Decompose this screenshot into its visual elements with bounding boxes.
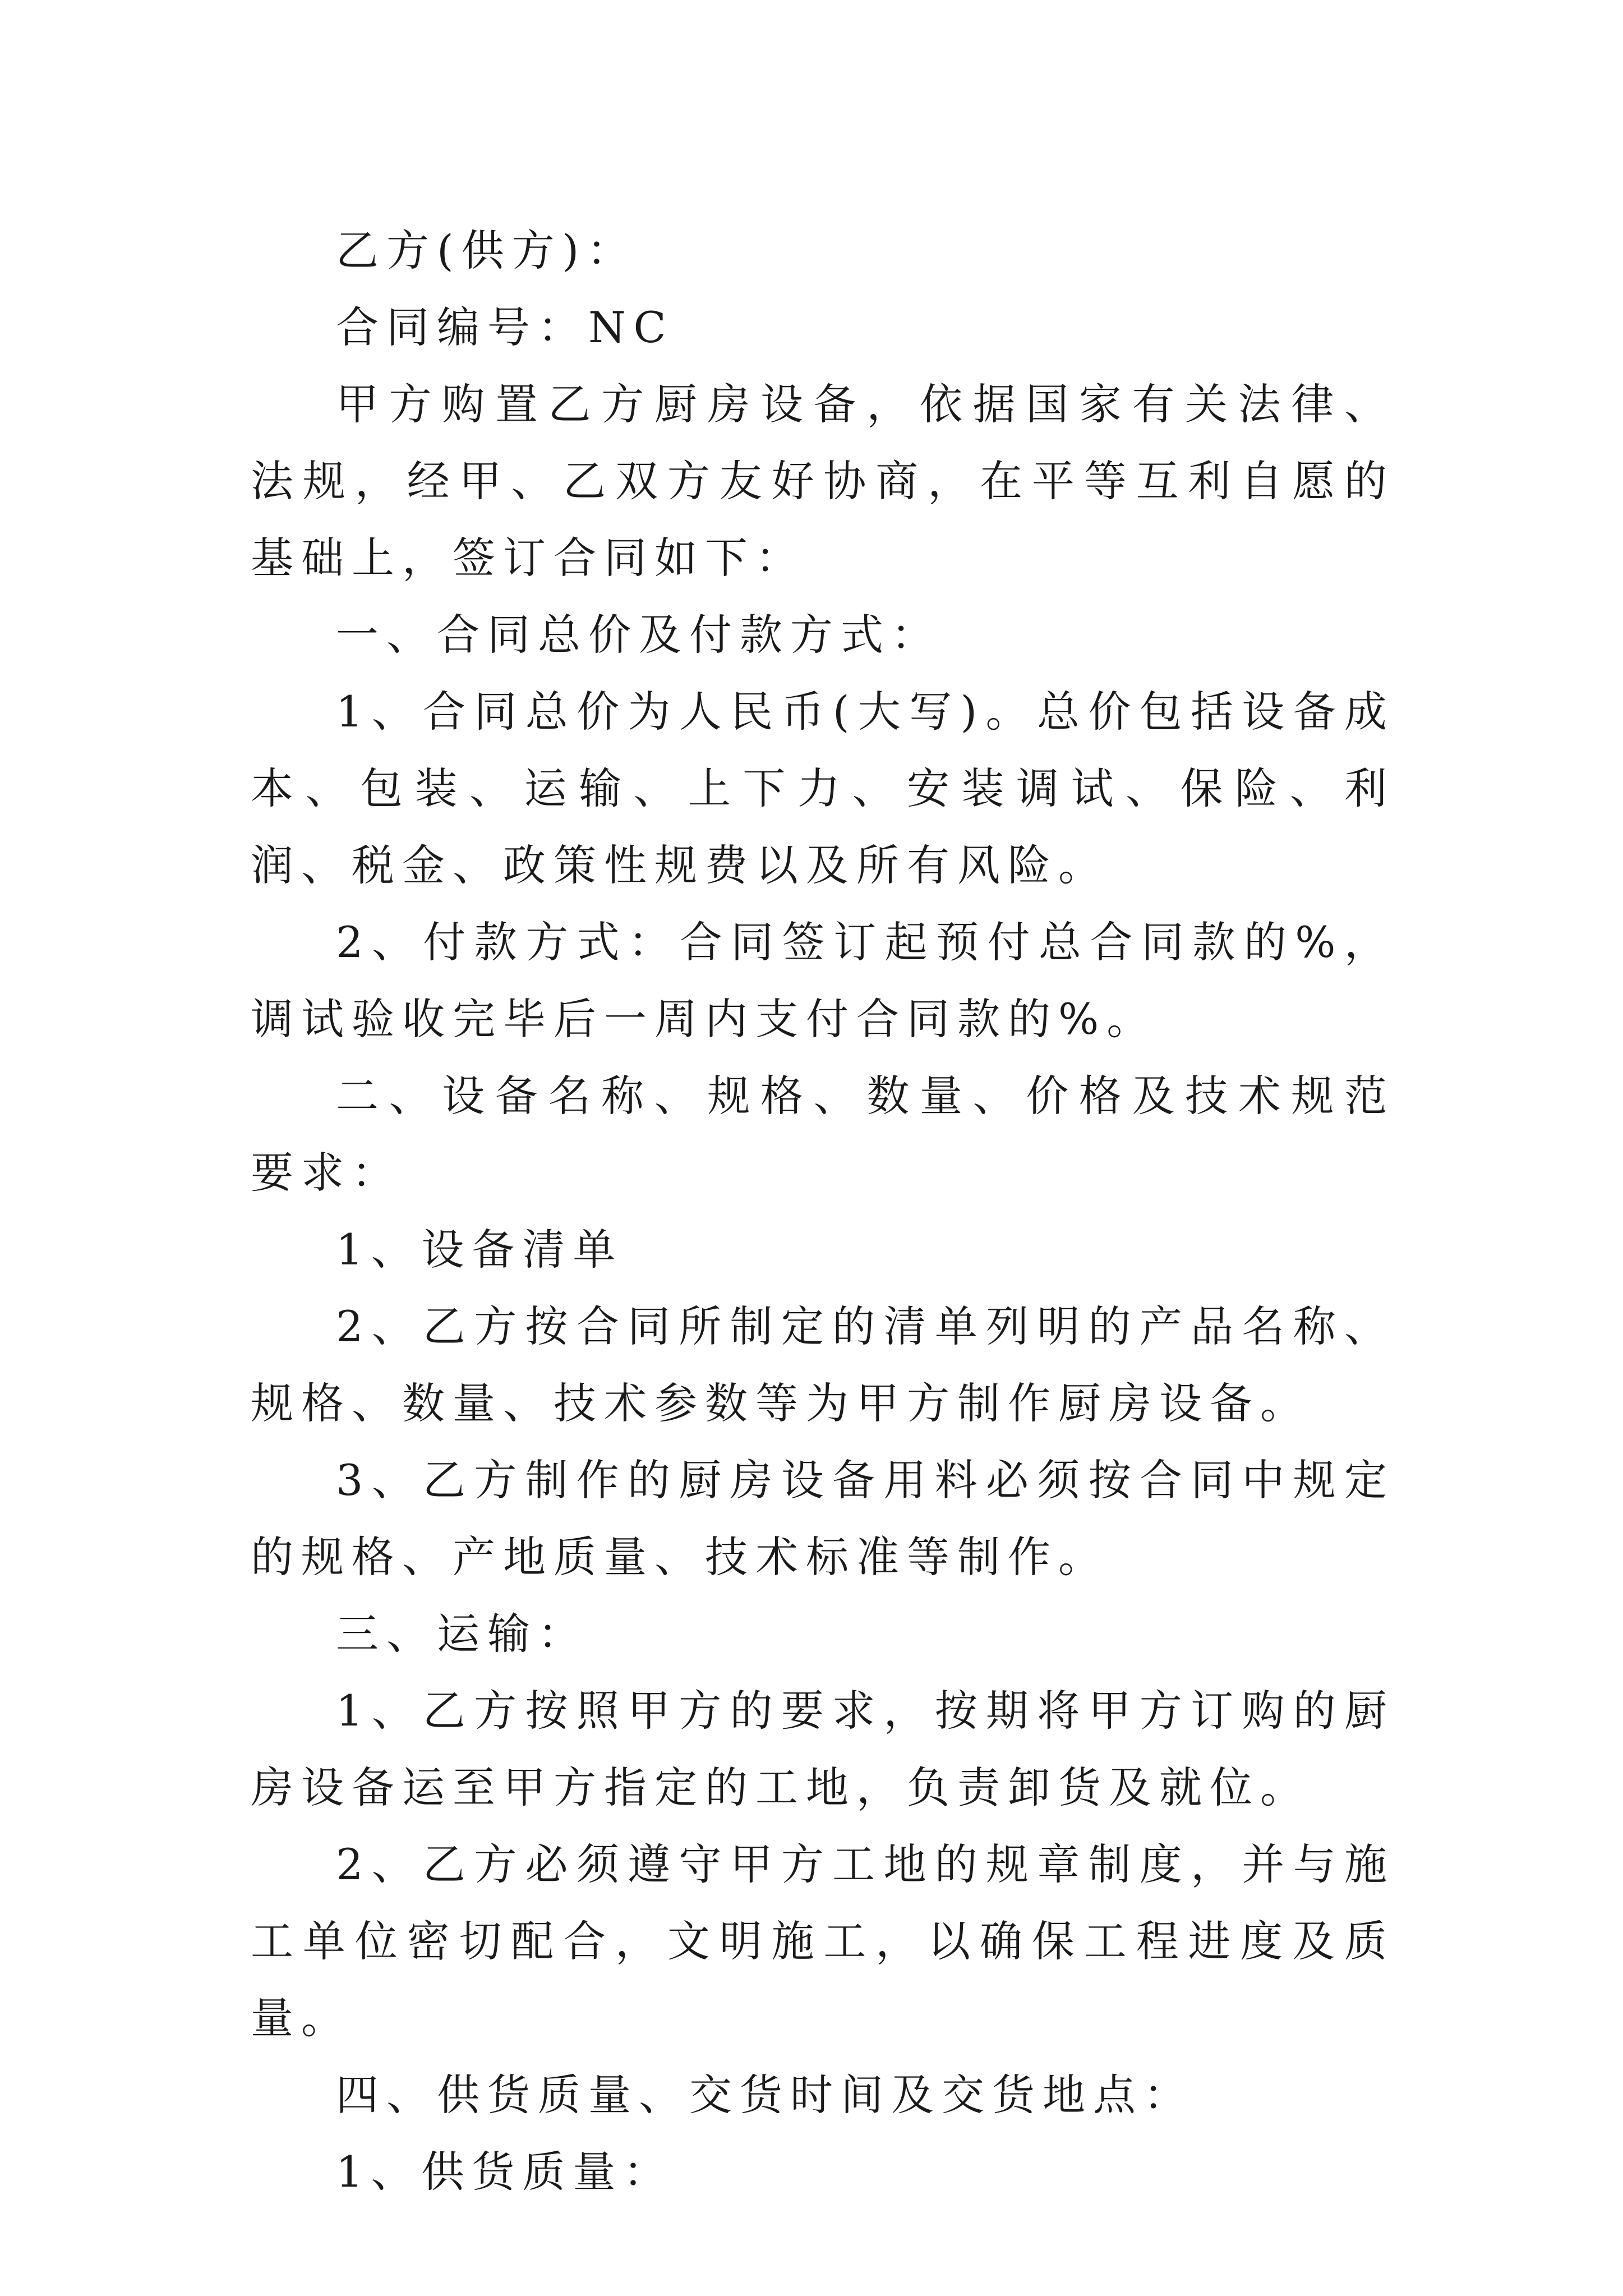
section-3-heading: 三、运输： <box>336 1609 588 1659</box>
section-4-heading: 四、供货质量、交货时间及交货地点： <box>336 2070 1194 2120</box>
section-4-item-1: 1、供货质量： <box>336 2147 674 2197</box>
contract-number-line: 合同编号：NC <box>336 302 674 352</box>
section-2-item-1: 1、设备清单 <box>336 1225 624 1274</box>
contract-body <box>251 212 1395 2210</box>
preamble-paragraph: 甲方购置乙方厨房设备，依据国家有关法律、法规，经甲、乙双方友好协商，在平等互利自愿的基础上，签订合同如下： <box>251 379 1395 583</box>
section-2-item-3: 3、乙方制作的厨房设备用料必须按合同中规定的规格、产地质量、技术标准等制作。 <box>251 1455 1395 1582</box>
section-1-item-2: 2、付款方式：合同签订起预付总合同款的%，调试验收完毕后一周内支付合同款的%。 <box>251 917 1395 1044</box>
section-3-item-2: 2、乙方必须遵守甲方工地的规章制度，并与施工单位密切配合，文明施工，以确保工程进度及质量。 <box>251 1839 1395 2043</box>
party-b-line: 乙方(供方)： <box>336 226 638 275</box>
section-3-item-1: 1、乙方按照甲方的要求，按期将甲方订购的厨房设备运至甲方指定的工地，负责卸货及就位。 <box>251 1686 1395 1812</box>
section-2-item-2: 2、乙方按合同所制定的清单列明的产品名称、规格、数量、技术参数等为甲方制作厨房设备。 <box>251 1301 1395 1428</box>
section-1-item-1: 1、合同总价为人民币(大写)。总价包括设备成本、包装、运输、上下力、安装调试、保险、利润、税金、政策性规费以及所有风险。 <box>251 687 1395 890</box>
section-1-heading: 一、合同总价及付款方式： <box>336 610 942 660</box>
section-2-heading: 二、设备名称、规格、数量、价格及技术规范要求： <box>251 1071 1395 1198</box>
